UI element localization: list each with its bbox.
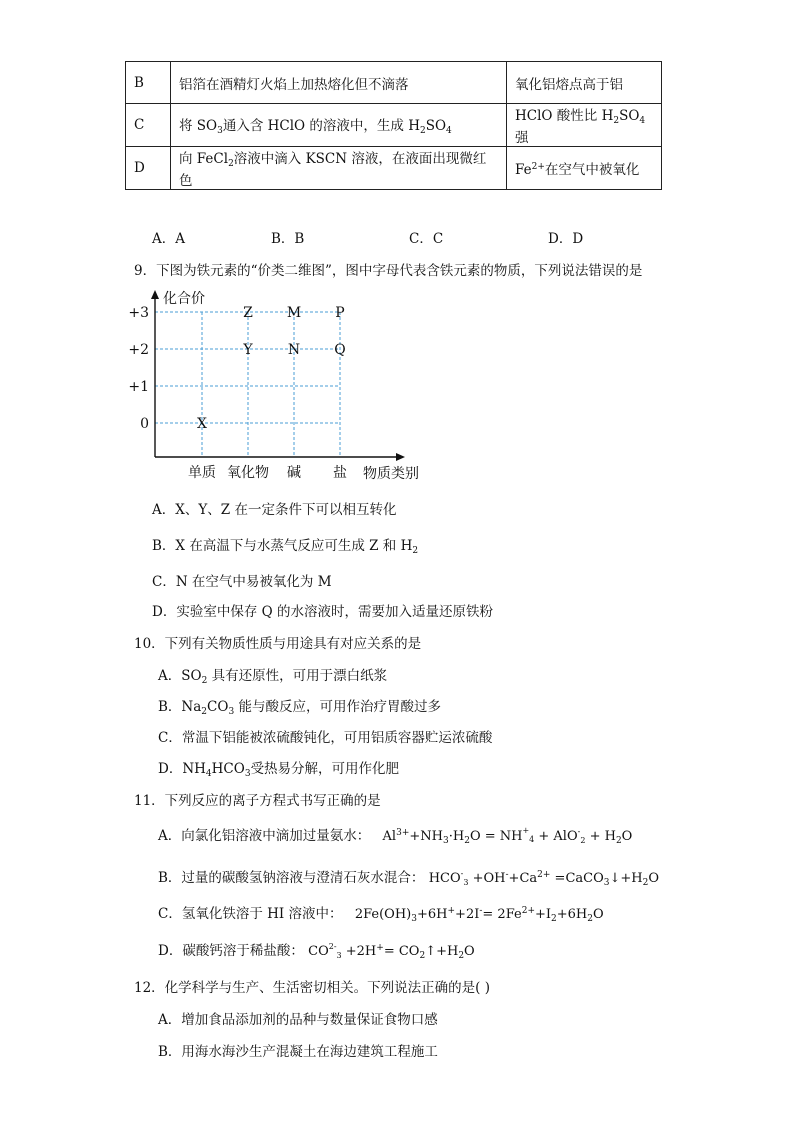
q9-stem: 9．下图为铁元素的“价类二维图”，图中字母代表含铁元素的物质，下列说法错误的是 (134, 263, 643, 279)
table-row (126, 62, 662, 104)
q12-stem: 12．化学科学与生产、生活密切相关。下列说法正确的是( ) (134, 980, 491, 996)
row-label: D (126, 147, 171, 190)
x-axis-label: 物质类别 (363, 466, 419, 482)
table-row (126, 104, 662, 147)
point-label: N (287, 342, 301, 358)
y-tick-label: +2 (128, 342, 149, 358)
x-tick-label: 氧化物 (227, 465, 269, 481)
row-conclusion: $Fe^{2+}$在空气中被氧化 (507, 147, 662, 190)
y-tick-label: +3 (128, 305, 149, 321)
q8-option-d[interactable]: D．D (548, 231, 584, 247)
table-row (126, 147, 662, 190)
point-label: Q (334, 342, 346, 358)
q10-option-c[interactable]: C．常温下铝能被浓硫酸钝化，可用铝质容器贮运浓硫酸 (158, 730, 493, 746)
row-phenomenon: 向 FeCl$_2$溶液中滴入 KSCN 溶液，在液面出现微红色 (171, 147, 507, 190)
x-axis-arrow (396, 453, 405, 461)
q10-option-d[interactable]: D．$NH_4HCO_3$受热易分解，可用作化肥 (158, 761, 400, 779)
q8-option-a[interactable]: A．A (152, 231, 185, 247)
y-tick-label: +1 (128, 379, 149, 395)
point-label: P (335, 305, 345, 321)
point-label: M (286, 305, 302, 321)
q8-option-b[interactable]: B．B (271, 231, 305, 247)
q12-option-a[interactable]: A．增加食品添加剂的品种与数量保证食物口感 (158, 1012, 438, 1028)
q11-option-a[interactable]: A．向氯化铝溶液中滴加过量氨水： $Al^{3+}+NH_3\cdot H_2O = NH_{+4} + AlO_{-2} + H_2O$ (158, 826, 633, 846)
x-tick-label: 盐 (333, 465, 347, 481)
q8-option-c[interactable]: C．C (409, 231, 444, 247)
point-label: Z (243, 305, 253, 321)
y-axis-arrow (151, 290, 159, 299)
q11-option-d[interactable]: D．碳酸钙溶于稀盐酸： $CO_{2-3} +2H^+=$ $CO_2↑+H_2O$ (158, 942, 475, 961)
experiment-table (125, 61, 662, 190)
q11-option-c[interactable]: C．氢氧化铁溶于 HI 溶液中： $2Fe(OH)_3+6H^++2I^-= 2Fe^{2+}+I_2+6H_2O$ (158, 906, 604, 924)
equation-a: $Al^{3+}+NH_3\cdot H_2O = NH_{+4} + AlO_{-2} + H_2O$ (382, 826, 633, 846)
q11-stem: 11．下列反应的离子方程式书写正确的是 (134, 793, 381, 809)
row-label: B (126, 62, 171, 104)
y-tick-label: 0 (140, 416, 149, 432)
point-label: X (197, 416, 207, 432)
y-axis-label: 化合价 (163, 291, 205, 307)
q11-option-b[interactable]: B．过量的碳酸氢钠溶液与澄清石灰水混合： $HCO_{-3} +OH^-+Ca^{2+}$ $=CaCO_3↓+H_2O$ (158, 869, 660, 888)
row-phenomenon: 铝箔在酒精灯火焰上加热熔化但不滴落 (171, 62, 507, 104)
q10-option-b[interactable]: B．$Na_2CO_3$ 能与酸反应，可用作治疗胃酸过多 (158, 699, 441, 717)
valence-class-chart (125, 285, 445, 485)
q9-option-b[interactable]: B．X 在高温下与水蒸气反应可生成 Z 和 $H_2$ (152, 538, 419, 556)
row-conclusion: HClO 酸性比 $H_2SO_4$强 (507, 104, 662, 147)
q9-option-a[interactable]: A．X、Y、Z 在一定条件下可以相互转化 (152, 502, 397, 518)
point-label: Y (243, 342, 253, 358)
equation-b: $HCO_{-3} +OH^-+Ca^{2+}$ $=CaCO_3↓+H_2O$ (428, 869, 660, 888)
q9-option-d[interactable]: D．实验室中保存 Q 的水溶液时，需要加入适量还原铁粉 (152, 604, 493, 620)
equation-c: $2Fe(OH)_3+6H^++2I^-= 2Fe^{2+}+I_2+6H_2O$ (354, 906, 604, 924)
q9-option-c[interactable]: C．N 在空气中易被氧化为 M (152, 574, 332, 590)
row-phenomenon: 将 $SO_3$通入含 HClO 的溶液中，生成 $H_2SO_4$ (171, 104, 507, 147)
x-tick-label: 单质 (188, 465, 216, 481)
q10-stem: 10．下列有关物质性质与用途具有对应关系的是 (134, 636, 422, 652)
row-conclusion: 氧化铝熔点高于铝 (507, 62, 662, 104)
q12-option-b[interactable]: B．用海水海沙生产混凝土在海边建筑工程施工 (158, 1044, 438, 1060)
equation-d: $CO_{2-3} +2H^+=$ $CO_2↑+H_2O$ (308, 942, 475, 961)
q10-option-a[interactable]: A．$SO_2$ 具有还原性，可用于漂白纸浆 (158, 668, 388, 686)
row-label: C (126, 104, 171, 147)
x-tick-label: 碱 (287, 465, 301, 481)
